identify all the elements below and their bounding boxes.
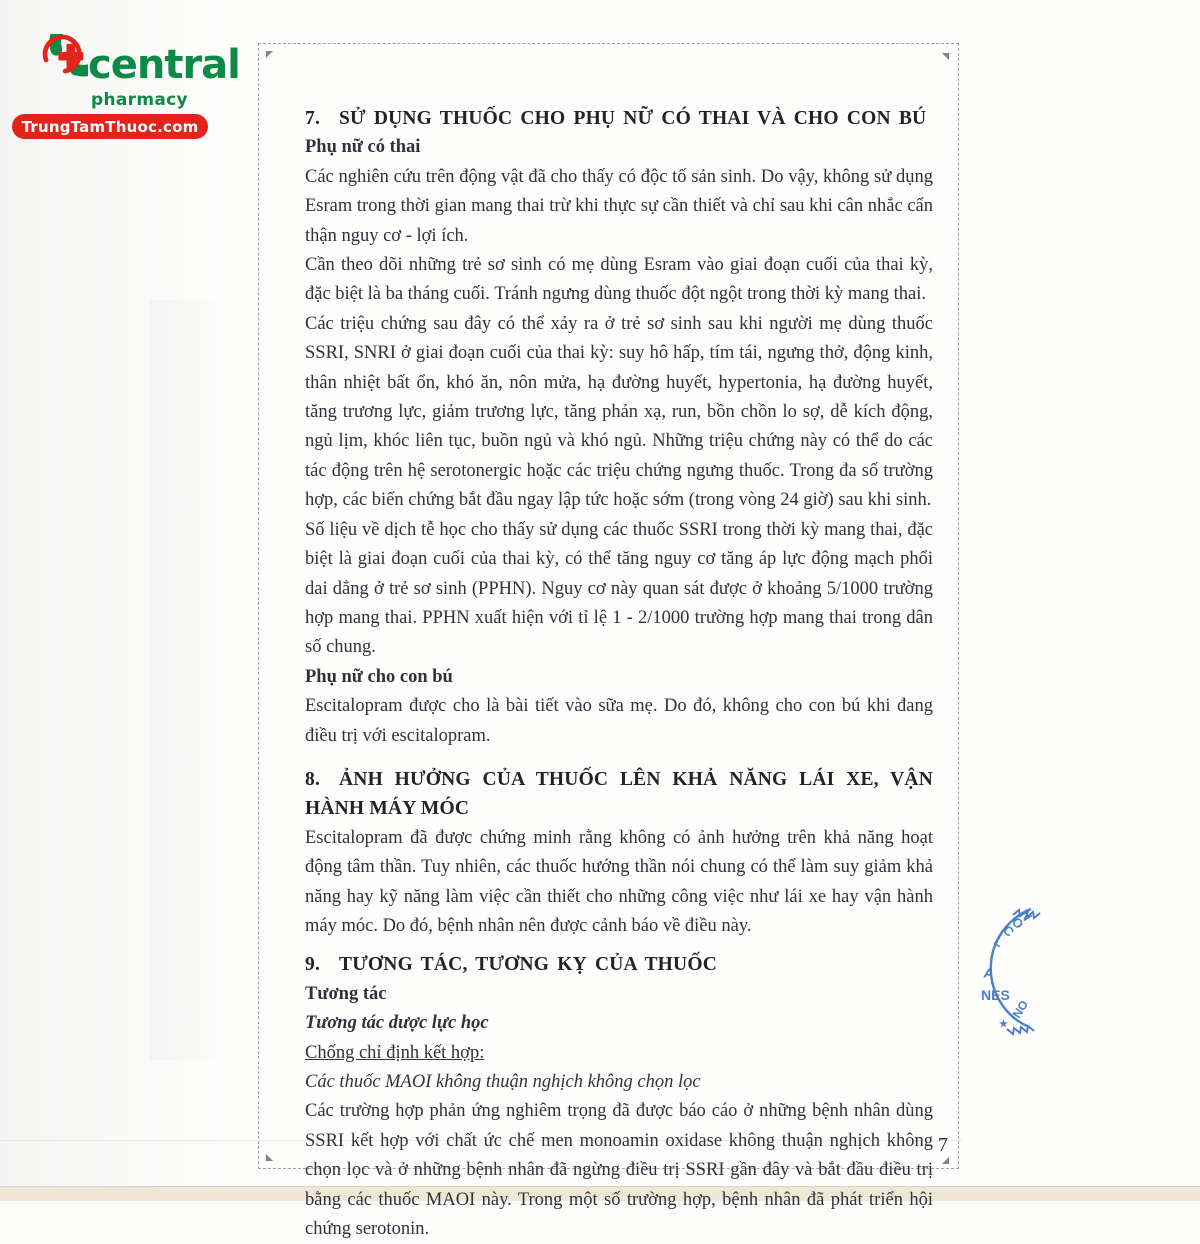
maoi-subheading: Các thuốc MAOI không thuận nghịch không chọn lọc <box>305 1068 933 1097</box>
section-9-title: TƯƠNG TÁC, TƯƠNG KỴ CỦA THUỐC <box>339 954 717 975</box>
stamp-letter: O <box>1009 914 1027 931</box>
paragraph-animal-studies: Các nghiên cứu trên động vật đã cho thấy có độc tố sản sinh. Do vậy, không sử dụng Esram trong thời gian mang thai trừ khi thực sự cần thiết và chỉ sau khi cân nhắc cẩn thận nguy cơ - lợi ích. <box>305 163 933 251</box>
paragraph-driving-machines: Escitalopram đã được chứng minh rằng không có ảnh hưởng trên khả năng hoạt động tâm thần. Tuy nhiên, các thuốc hướng thần nói chung có thể làm suy giảm khả năng hay kỹ năng làm việc cần thiết cho những công việc như lái xe hay vận hành máy móc. Do đó, bệnh nhân nên được cảnh báo về điều này. <box>305 824 933 942</box>
logo-website-badge <box>12 114 208 139</box>
section-8-number: 8. <box>305 765 339 794</box>
logo-website-text: TrungTamThuoc.com <box>22 118 199 136</box>
stamp-letters-nes: NES <box>981 987 1010 1003</box>
blue-circular-stamp <box>979 897 1043 1041</box>
stamp-star-icon: ★ <box>999 1019 1008 1030</box>
corner-mark-icon <box>942 1157 949 1164</box>
nursing-subheading: Phụ nữ cho con bú <box>305 663 933 692</box>
pharmacy-c-icon <box>10 34 88 112</box>
contraindicated-combo-subheading: Chống chỉ định kết hợp: <box>305 1039 933 1068</box>
pregnant-subheading: Phụ nữ có thai <box>305 133 933 162</box>
document-body <box>305 104 933 1244</box>
stamp-letter: A <box>982 964 995 982</box>
section-8-heading <box>305 765 933 824</box>
section-7-title: SỬ DỤNG THUỐC CHO PHỤ NỮ CÓ THAI VÀ CHO CON BÚ <box>339 108 926 129</box>
stamp-letter: C <box>1000 922 1018 940</box>
corner-mark-icon <box>942 53 949 60</box>
paragraph-ssri-symptoms: Các triệu chứng sau đây có thể xảy ra ở trẻ sơ sinh sau khi người mẹ dùng thuốc SSRI, SNRI ở giai đoạn cuối của thai kỳ: suy hô hấp, tím tái, ngưng thở, động kinh, thân nhiệt bất ổn, khó ăn, nôn mửa, hạ đường huyết, hypertonia, hạ đường huyết, tăng trương lực, giảm trương lực, tăng phản xạ, run, bồn chồn lo sợ, dễ kích động, ngủ lịm, khóc liên tục, buồn ngủ và khó ngủ. Những triệu chứng này có thể do các tác động trên hệ serotonergic hoặc các triệu chứng ngưng thuốc. Trong đa số trường hợp, các biến chứng bắt đầu ngay lập tức hoặc sớm (trong vòng 24 giờ) sau khi sinh. <box>305 310 933 516</box>
stamp-letter: N <box>1017 907 1035 923</box>
logo-brand-text: central <box>88 42 240 88</box>
section-8-title: ẢNH HƯỞNG CỦA THUỐC LÊN KHẢ NĂNG LÁI XE, VẬN HÀNH MÁY MÓC <box>305 769 933 819</box>
logo-tagline-text: pharmacy <box>91 90 188 110</box>
central-pharmacy-logo <box>10 34 225 144</box>
paragraph-maoi-interaction: Các trường hợp phản ứng nghiêm trọng đã được báo cáo ở những bệnh nhân dùng SSRI kết hợp với chất ức chế men monoamin oxidase không thuận nghịch không chọn lọc và ở những bệnh nhân đã ngừng điều trị SSRI gần đây và bắt đầu điều trị bằng các thuốc MAOI này. Trong một số trường hợp, bệnh nhân đã phát triển hội chứng serotonin. <box>305 1097 933 1244</box>
corner-mark-icon <box>266 1154 273 1161</box>
paragraph-newborn-monitoring: Cần theo dõi những trẻ sơ sinh có mẹ dùng Esram vào giai đoạn cuối của thai kỳ, đặc biệt là ba tháng cuối. Tránh ngưng dùng thuốc đột ngột trong thời kỳ mang thai. <box>305 251 933 310</box>
pharmacodynamic-subheading: Tương tác dược lực học <box>305 1009 933 1038</box>
page-number: 7 <box>928 1134 958 1157</box>
paragraph-breastfeeding: Escitalopram được cho là bài tiết vào sữa mẹ. Do đó, không cho con bú khi đang điều trị với escitalopram. <box>305 692 933 751</box>
paper-shadow <box>150 300 230 1060</box>
section-7-number: 7. <box>305 104 339 133</box>
corner-mark-icon <box>266 51 273 58</box>
paragraph-pphn-data: Số liệu về dịch tễ học cho thấy sử dụng các thuốc SSRI trong thời kỳ mang thai, đặc biệt là giai đoạn cuối của thai kỳ, có thể tăng nguy cơ tăng áp lực động mạch phổi dai dẳng ở trẻ sơ sinh (PPHN). Nguy cơ này quan sát được ở khoảng 5/1000 trường hợp mang thai. PPHN xuất hiện với tỉ lệ 1 - 2/1000 trường hợp mang thai trong dân số chung. <box>305 516 933 663</box>
interaction-subheading: Tương tác <box>305 980 933 1009</box>
section-7-heading <box>305 104 933 133</box>
stamp-serration-bottom <box>1007 1026 1034 1034</box>
section-9-number: 9. <box>305 950 339 979</box>
section-9-heading <box>305 950 933 979</box>
stamp-letter: L <box>991 933 1006 950</box>
stamp-letters-no: NO <box>1010 998 1031 1021</box>
